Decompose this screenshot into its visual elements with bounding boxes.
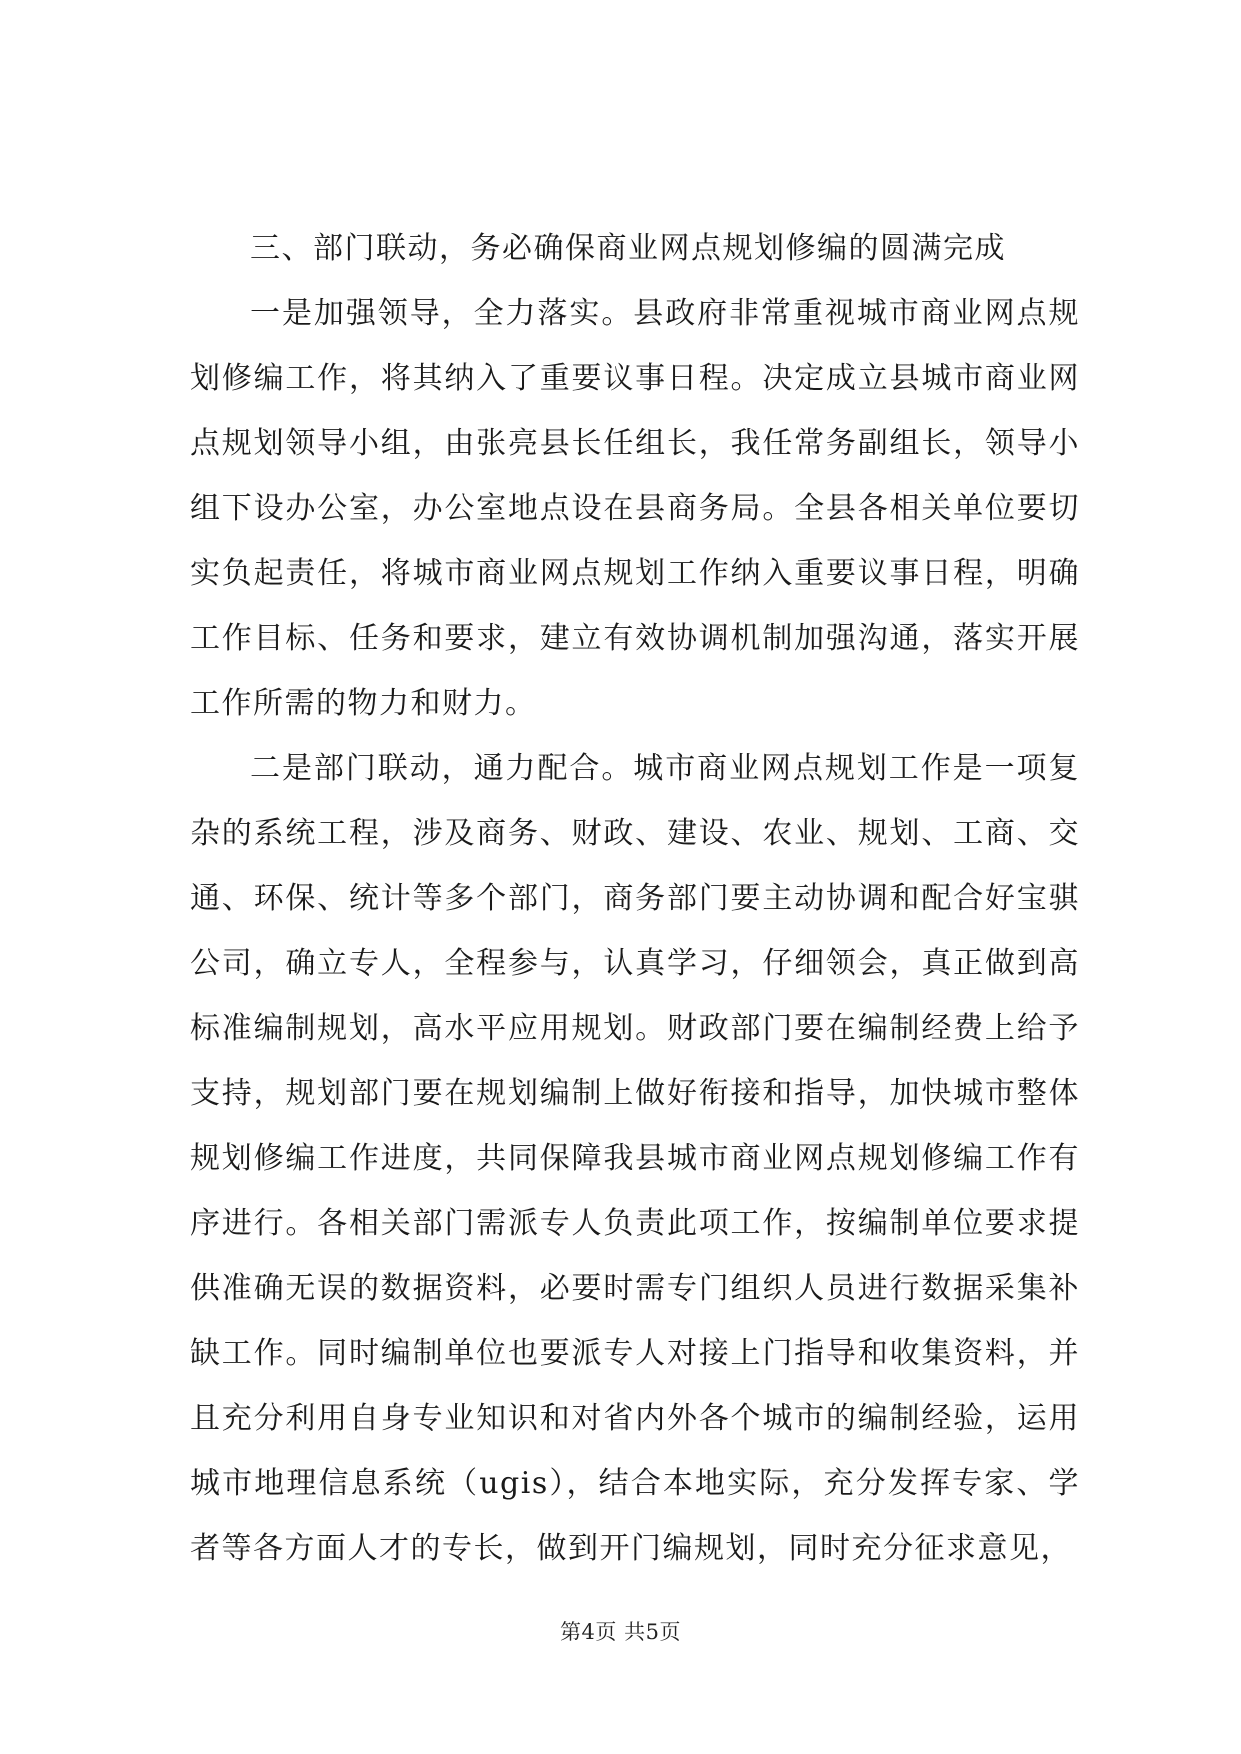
section-heading: 三、部门联动，务必确保商业网点规划修编的圆满完成 — [250, 231, 1006, 266]
document-body — [190, 216, 1080, 1581]
paragraph-leadership: 一是加强领导，全力落实。县政府非常重视城市商业网点规划修编工作，将其纳入了重要议事日程。决定成立县城市商业网点规划领导小组，由张亮县长任组长，我任常务副组长，领导小组下设办公室，办公室地点设在县商务局。全县各相关单位要切实负起责任，将城市商业网点规划工作纳入重要议事日程，明确工作目标、任务和要求，建立有效协调机制加强沟通，落实开展工作所需的物力和财力。 — [190, 296, 1080, 721]
page-number-footer: 第4页 共5页 — [560, 1620, 681, 1644]
paragraph-coordination: 二是部门联动，通力配合。城市商业网点规划工作是一项复杂的系统工程，涉及商务、财政、建设、农业、规划、工商、交通、环保、统计等多个部门，商务部门要主动协调和配合好宝骐公司，确立专人，全程参与，认真学习，仔细领会，真正做到高标准编制规划，高水平应用规划。财政部门要在编制经费上给予支持，规划部门要在规划编制上做好衔接和指导，加快城市整体规划修编工作进度，共同保障我县城市商业网点规划修编工作有序进行。各相关部门需派专人负责此项工作，按编制单位要求提供准确无误的数据资料，必要时需专门组织人员进行数据采集补缺工作。同时编制单位也要派专人对接上门指导和收集资料，并且充分利用自身专业知识和对省内外各个城市的编制经验，运用城市地理信息系统（ugis），结合本地实际，充分发挥专家、学者等各方面人才的专长，做到开门编规划，同时充分征求意见， — [190, 751, 1080, 1566]
